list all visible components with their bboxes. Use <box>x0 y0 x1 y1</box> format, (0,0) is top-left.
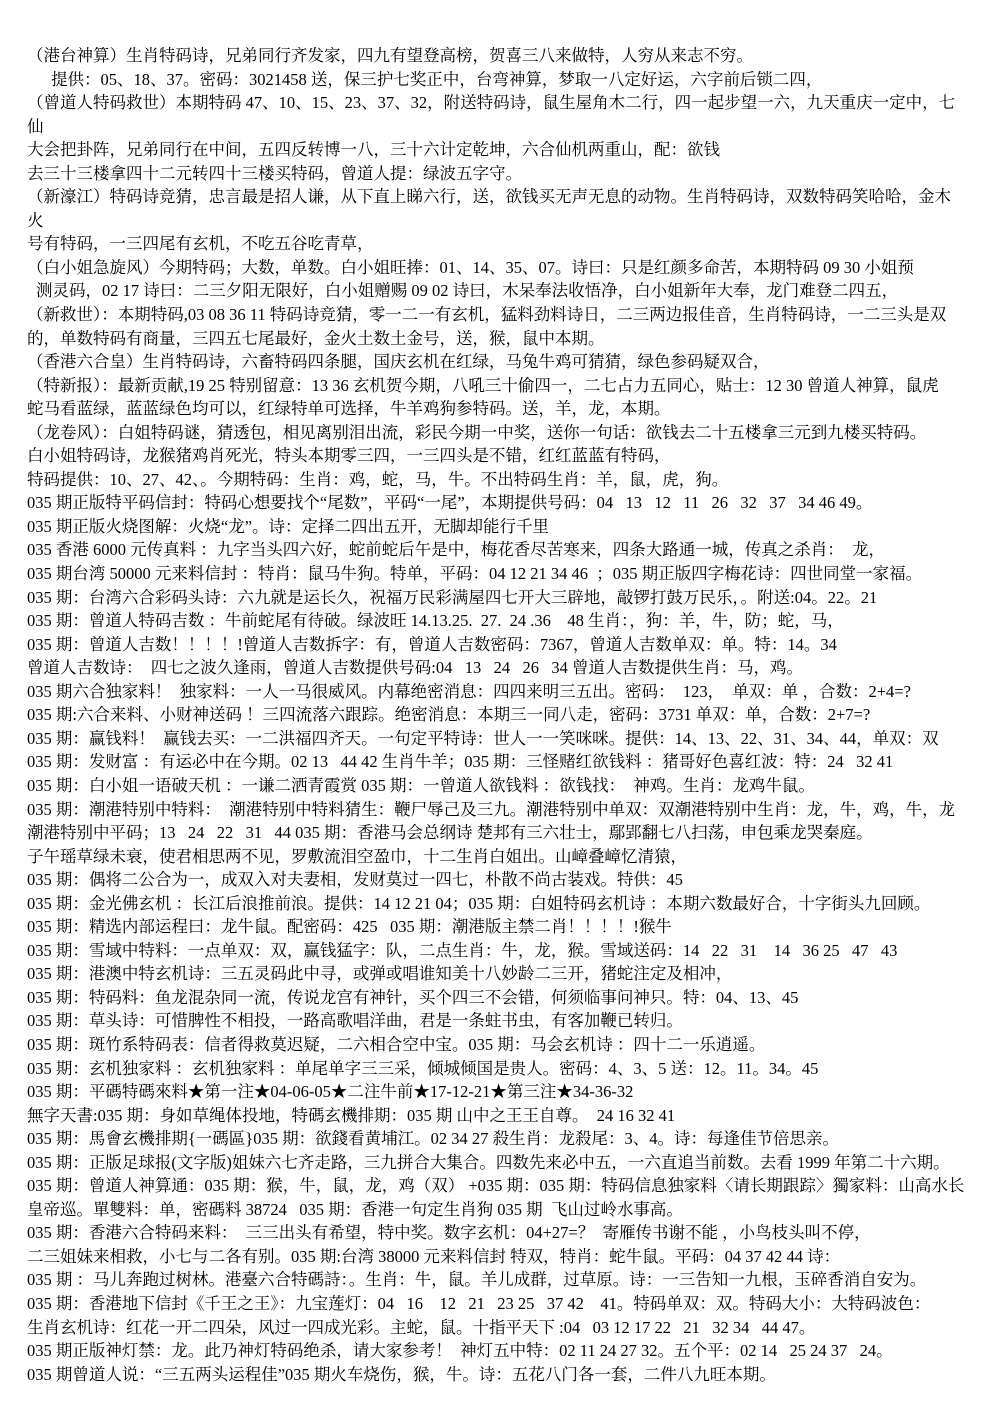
text-line: 035 期：馬會玄機排期{一碼區}035 期：欲錢看黄埔江。02 34 27 殺生肖：龙殺尾：3、4。诗：每逢佳节倍思亲。 <box>27 1129 839 1149</box>
text-line: 035 期：发财富 ：有运必中在今期。02 13 44 42 生肖牛羊；035 期：三怪赌红欲钱料 ：猪哥好色喜红波：特：24 32 41 <box>27 752 894 772</box>
text-line: 二三姐妹来相救，小七与二各有别。035 期:台湾 38000 元来料信封 特双，特肖：蛇牛鼠。平码：04 37 42 44 诗： <box>27 1246 841 1266</box>
text-line: 035 期：精选内部运程曰：龙牛鼠。配密码：425 035 期：潮港版主禁二肖！！！！!猴牛 <box>27 917 672 937</box>
text-line: 035 期：斑竹系特码表：信者得救莫迟疑，二六相合空中宝。035 期：马会玄机诗 ：四十二一乐逍遥。 <box>27 1034 766 1054</box>
text-line: 035 期：白小姐一语破天机 ：一谦二洒青霞赏 035 期：一曾道人欲钱料 ：欲钱找： 神鸡。生肖：龙鸡牛鼠。 <box>27 775 815 795</box>
text-line: （港台神算）生肖特码诗，兄弟同行齐发家，四九有望登高榜，贺喜三八来做特，人穷从来志不穷。 <box>27 46 753 65</box>
text-line: 035 期：特码料：鱼龙混杂同一流，传说龙宫有神针，买个四三不会错，何须临事问神只。特：04、13、45 <box>27 987 799 1007</box>
text-line: 大会把卦阵，兄弟同行在中间，五四反转博一八，三十六计定乾坤，六合仙机两重山，配：欲钱 <box>27 140 720 160</box>
text-line: （新救世）：本期特码,03 08 36 11 特码诗竞猜，零一二一有玄机，猛料劲料诗日，二三两边报佳音，生肖特码诗，一二三头是双 <box>27 305 947 325</box>
document-body <box>27 44 966 1386</box>
text-line: 035 期 ：马儿奔跑过树林。港臺六合特碼詩：。生肖：牛，鼠。羊儿成群，过草原。诗：一三告知一九根，玉碎香消自安为。 <box>27 1270 927 1290</box>
text-line: 035 香港 6000 元传真料 ：九字当头四六好，蛇前蛇后午是中，梅花香尽苦寒来，四条大路通一城，传真之杀肖： 龙， <box>27 540 885 560</box>
text-line: 035 期：金光佛玄机 ：长江后浪推前浪。提供：14 12 21 04；035 期：白姐特码玄机诗 ：本期六数最好合，十字街头九回顾。 <box>27 893 931 913</box>
text-line: 035 期：平碼特碼來料★第一注★04-06-05★二注牛前★17-12-21★第三注★34-36-32 <box>27 1082 634 1102</box>
text-line: 035 期台湾 50000 元来料信封 ：特肖：鼠马牛狗。特单，平码：04 12 21 34 46 ；035 期正版四字梅花诗：四世同堂一家福。 <box>27 564 923 584</box>
text-line: （特新报）：最新贡献,19 25 特别留意：13 36 玄机贺今期，八吼三十偷四一，二七占力五同心，贴士：12 30 曾道人神算，鼠虎 <box>27 375 939 395</box>
text-line: （白小姐急旋风）今期特码；大数，单数。白小姐旺捧：01、14、35、07。诗曰：只是红颜多命苦，本期特码 09 30 小姐预 <box>27 257 914 277</box>
text-line: 035 期：曾道人神算通：035 期：猴，牛，鼠，龙，鸡（双） +035 期：035 期：特码信息独家料〈请长期跟踪〉獨家料：山高水长 <box>27 1176 965 1196</box>
text-line: （曾道人特码救世）本期特码 47、10、15、23、37、32，附送特码诗，鼠生屋角木二行，四一起步望一六，九天重庆一定中，七仙 <box>27 93 956 136</box>
text-line: 035 期：偶将二公合为一，成双入对夫妻相，发财莫过一四七，朴散不尚古装戏。特供：45 <box>27 870 683 890</box>
text-line: 白小姐特码诗，龙猴猪鸡肖死光，特头本期零三四，一三四头是不错，红红蓝蓝有特码， <box>27 446 671 466</box>
text-line: 曾道人吉数诗： 四七之波久逢雨，曾道人吉数提供号码:04 13 24 26 34 曾道人吉数提供生肖：马，鸡。 <box>27 658 803 678</box>
text-line: 测灵码，02 17 诗曰：二三夕阳无限好，白小姐赠赐 09 02 诗曰，木呆奉法收悟净，白小姐新年大奉，龙门难登二四五， <box>36 281 899 301</box>
text-line: 皇帝巡。單雙料：单，密碼料 38724 035 期：香港一句定生肖狗 035 期 飞山过岭水事高。 <box>27 1199 683 1219</box>
text-line: 特码提供：10、27、42、。今期特码：生肖：鸡，蛇，马，牛。不出特码生肖：羊，鼠，虎，狗。 <box>27 469 729 489</box>
text-line: 子午瑶草绿未衰，使君相思两不见，罗敷流泪空盈巾，十二生肖白姐出。山嶂叠嶂忆清猿， <box>27 846 687 866</box>
text-line: 035 期：赢钱料！ 赢钱去买：一二洪福四齐天。一句定平特诗：世人一一笑咪咪。提供：14、13、22、31、34、44，单双：双 <box>27 728 939 748</box>
text-line: 035 期：曾道人吉数！！！！!曾道人吉数拆字：有，曾道人吉数密码：7367，曾道人吉数单双：单。特：14。34 <box>27 634 837 654</box>
text-line: 035 期：草头诗：可惜脾性不相投，一路高歌唱洋曲，君是一条蛀书虫，有客加鞭已转归。 <box>27 1011 683 1031</box>
text-line: 035 期六合独家料！ 独家料：一人一马很威风。内幕绝密消息：四四来明三五出。密码： 123， 单双：单 ，合数：2+4=? <box>27 681 911 701</box>
text-line: 035 期:六合来料、小财神送码 ！三四流落六跟踪。绝密消息：本期三一同八走，密码：3731 单双：单，合数：2+7=? <box>27 705 871 725</box>
text-line: 035 期：台湾六合彩码头诗：六九就是运长久，祝福万民彩满屋四七开大三辟地，敲锣打鼓万民乐，。附送:04。22。21 <box>27 587 878 607</box>
text-line: （新濠江）特码诗竞猜，忠言最是招人谦，从下直上睇六行，送，欲钱买无声无息的动物。生肖特码诗，双数特码笑哈哈，金木火 <box>27 187 951 230</box>
text-line: 潮港特别中平码；13 24 22 31 44 035 期：香港马会总纲诗 楚邦有三六壮士，鄢郢翻七八扫荡，申包乘龙哭秦庭。 <box>27 823 873 843</box>
text-line: 無字天書:035 期：身如草绳体投地，特碼玄機排期：035 期 山中之王王自尊。 24 16 32 41 <box>27 1105 676 1125</box>
text-line: 035 期：雪域中特料：一点单双：双，赢钱猛字：队，二点生肖：牛，龙，猴。雪域送码：14 22 31 14 36 25 47 43 <box>27 940 898 960</box>
text-line: 035 期：香港六合特码来料： 三三出头有希望，特中奖。数字玄机：04+27=？ 寄雁传书谢不能 ，小鸟枝头叫不停， <box>27 1223 871 1243</box>
text-line: 035 期：香港地下信封《千王之王》：九宝莲灯：04 16 12 21 23 25 37 42 41。特码单双：双。特码大小：大特码波色： <box>27 1293 931 1313</box>
text-line: 035 期曾道人说：“三五两头运程佳”035 期火车烧伤，猴，牛。诗：五花八门各一套，二件八九旺本期。 <box>27 1364 776 1384</box>
text-line: 035 期：曾道人特码吉数 ：牛前蛇尾有待破。绿波旺 14.13.25. 27. 24 .36 48 生肖：，狗：羊，牛，防；蛇，马， <box>27 611 844 631</box>
text-line: 035 期：玄机独家料 ：玄机独家料 ：单尾单字三三采，倾城倾国是贵人。密码：4、3、5 送：12。11。34。45 <box>27 1058 819 1078</box>
text-line: 的，单数特码有商量，三四五七尾最好，金火土数土金号，送，猴，鼠中本期。 <box>27 328 605 348</box>
text-line: 去三十三楼拿四十二元转四十三楼买特码，曾道人提：绿波五字守。 <box>27 163 522 183</box>
text-line: （香港六合皇）生肖特码诗，六畜特码四条腿，国庆玄机在红绿，马兔牛鸡可猜猜，绿色参码疑双合， <box>27 352 770 372</box>
text-line: 035 期：潮港特别中特料： 潮港特别中特料猜生：鞭尸辱己及三九。潮港特别中单双：双潮港特别中生肖：龙，牛，鸡，牛，龙 <box>27 799 956 819</box>
text-line: 035 期正版特平码信封：特码心想要找个“尾数”，平码“一尾”，本期提供号码：04 13 12 11 26 32 37 34 46 49。 <box>27 493 873 513</box>
text-line: 提供：05、18、37。密码：3021458 送，保三护七奖正中，台弯神算，梦取一八定好运，六字前后锁二四， <box>51 69 823 89</box>
text-line: 035 期：港澳中特玄机诗：三五灵码此中寻，或弹或唱谁知美十八妙龄二三开，猪蛇注定及相冲， <box>27 964 733 984</box>
text-line: 035 期：正版足球报(文字版)姐妹六七齐走路，三九拼合大集合。四数先来必中五，一六直追当前数。去看 1999 年第二十六期。 <box>27 1152 950 1172</box>
text-line: 035 期正版神灯禁：龙。此乃神灯特码绝杀，请大家参考！ 神灯五中特：02 11 24 27 32。五个平：02 14 25 24 37 24。 <box>27 1341 893 1361</box>
text-line: （龙卷风）：白姐特码谜，猜透包，相见离别泪出流，彩民今期一中奖，送你一句话：欲钱去二十五楼拿三元到九楼买特码。 <box>27 422 927 442</box>
text-line: 蛇马看蓝绿，蓝蓝绿色均可以，红绿特单可选择，牛羊鸡狗参特码。送，羊，龙，本期。 <box>27 399 671 419</box>
text-line: 号有特码，一三四尾有玄机，不吃五谷吃青草， <box>27 234 374 254</box>
text-line: 035 期正版火烧图解：火烧“龙”。诗：定择二四出五开，无脚却能行千里 <box>27 516 550 536</box>
text-line: 生肖玄机诗：红花一开二四朵，风过一四成光彩。主蛇，鼠。十指平天下 :04 03 12 17 22 21 32 34 44 47。 <box>27 1317 816 1337</box>
